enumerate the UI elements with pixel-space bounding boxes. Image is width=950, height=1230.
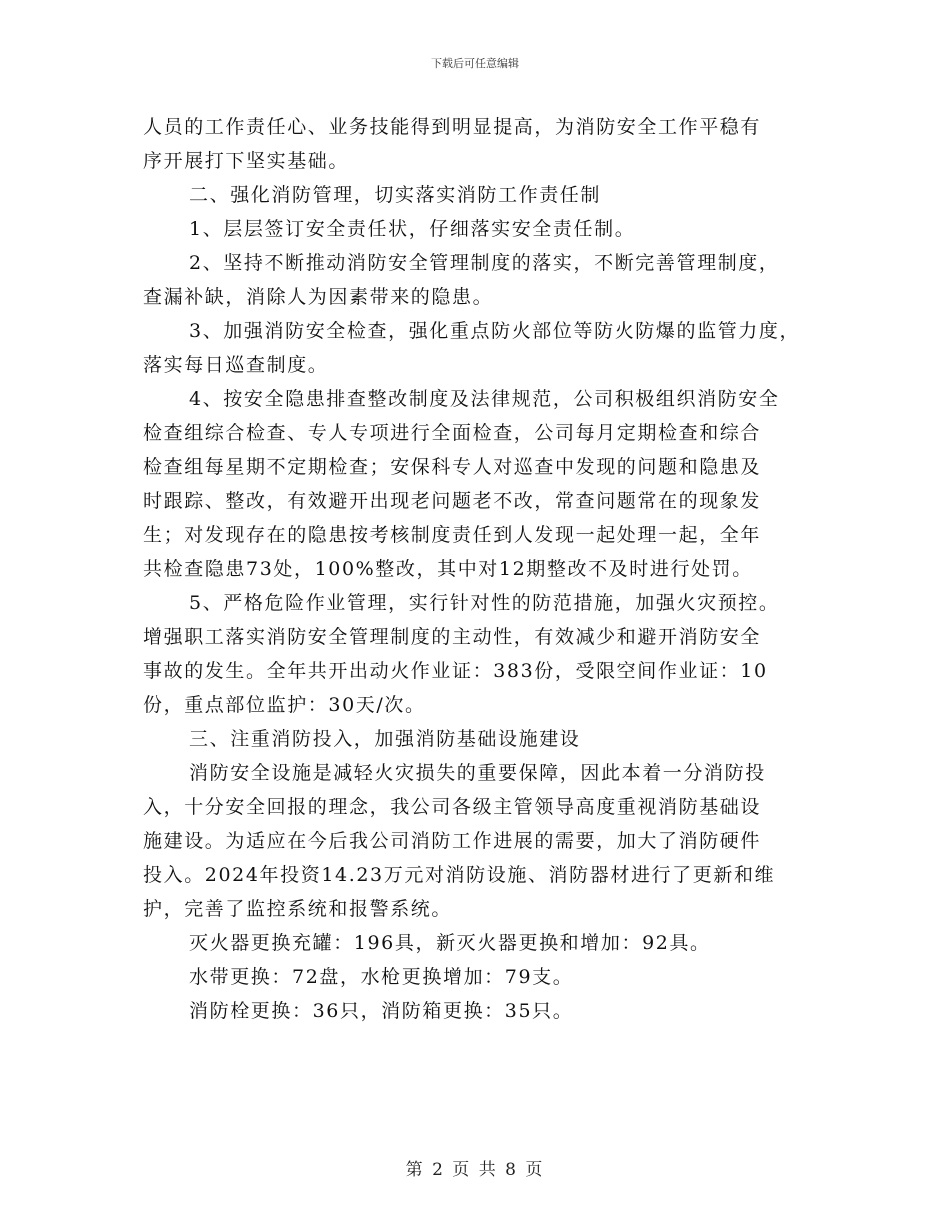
paragraph-line: 时跟踪、整改，有效避开出现老问题老不改，常查问题常在的现象发 — [143, 490, 762, 512]
page-header: 下载后可任意编辑 — [431, 57, 519, 70]
paragraph-line: 检查组综合检查、专人专项进行全面检查，公司每月定期检查和综合 — [143, 422, 762, 444]
paragraph-line: 共检查隐患73处，100%整改，其中对12期整改不及时进行处罚。 — [143, 558, 753, 580]
paragraph-line: 护，完善了监控系统和报警系统。 — [143, 898, 453, 920]
paragraph-line: 生；对发现存在的隐患按考核制度责任到人发现一起处理一起，全年 — [143, 524, 762, 546]
paragraph-line: 5、严格危险作业管理，实行针对性的防范措施，加强火灾预控。 — [189, 592, 780, 614]
paragraph-line: 施建设。为适应在今后我公司消防工作进展的需要，加大了消防硬件 — [143, 830, 762, 852]
paragraph-line: 消防栓更换：36只，消防箱更换：35只。 — [189, 1000, 574, 1022]
paragraph-line: 消防安全设施是减轻火灾损失的重要保障，因此本着一分消防投 — [189, 762, 766, 784]
section-heading: 三、注重消防投入，加强消防基础设施建设 — [189, 728, 581, 750]
paragraph-line: 序开展打下坚实基础。 — [143, 150, 350, 172]
paragraph-line: 份，重点部位监护：30天/次。 — [143, 694, 426, 716]
paragraph-line: 4、按安全隐患排查整改制度及法律规范，公司积极组织消防安全 — [189, 388, 780, 410]
paragraph-line: 增强职工落实消防安全管理制度的主动性，有效减少和避开消防安全 — [143, 626, 762, 648]
paragraph-line: 查漏补缺，消除人为因素带来的隐患。 — [143, 286, 494, 308]
page-footer: 第 2 页 共 8 页 — [405, 1160, 545, 1180]
paragraph-line: 落实每日巡查制度。 — [143, 354, 329, 376]
paragraph-line: 2、坚持不断推动消防安全管理制度的落实，不断完善管理制度， — [189, 252, 780, 274]
paragraph-line: 水带更换：72盘，水枪更换增加：79支。 — [189, 966, 574, 988]
paragraph-line: 入，十分安全回报的理念，我公司各级主管领导高度重视消防基础设 — [143, 796, 762, 818]
paragraph-line: 灭火器更换充罐：196具，新灭火器更换和增加：92具。 — [189, 932, 711, 954]
paragraph-line: 1、层层签订安全责任状，仔细落实安全责任制。 — [189, 218, 636, 240]
section-heading: 二、强化消防管理，切实落实消防工作责任制 — [189, 184, 602, 206]
paragraph-line: 3、加强消防安全检查，强化重点防火部位等防火防爆的监管力度， — [189, 320, 801, 342]
paragraph-line: 投入。2024年投资14.23万元对消防设施、消防器材进行了更新和维 — [143, 864, 776, 886]
document-body — [143, 110, 815, 1028]
paragraph-line: 事故的发生。全年共开出动火作业证：383份，受限空间作业证：10 — [143, 660, 768, 682]
paragraph-line: 检查组每星期不定期检查；安保科专人对巡查中发现的问题和隐患及 — [143, 456, 762, 478]
paragraph-line: 人员的工作责任心、业务技能得到明显提高，为消防安全工作平稳有 — [143, 116, 762, 138]
